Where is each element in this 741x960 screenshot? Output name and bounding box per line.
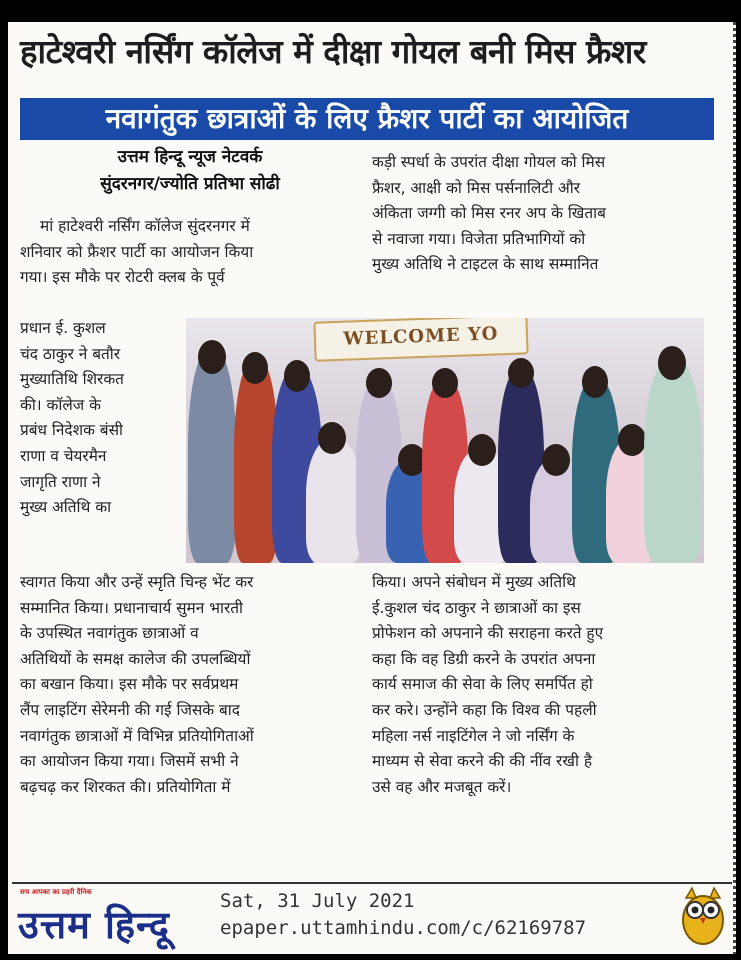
welcome-banner: WELCOME YO: [313, 318, 528, 362]
text-line: कहा कि वह डिग्री करने के उपरांत अपना: [372, 649, 596, 668]
text-line: मां हाटेश्वरी नर्सिंग कॉलेज सुंदरनगर में: [40, 217, 250, 235]
text-line: के उपस्थित नवागंतुक छात्राओं व: [20, 624, 199, 643]
text-line: ई.कुशल चंद ठाकुर ने छात्राओं का इस: [372, 598, 581, 617]
person-head: [658, 346, 686, 380]
cut-edge: [733, 22, 736, 954]
byline-author: सुंदरनगर/ज्योति प्रतिभा सोढी: [100, 174, 280, 194]
person-figure: [306, 438, 362, 563]
edition-date: Sat, 31 July 2021: [220, 890, 415, 912]
text-line: प्रबंध निदेशक बंसी: [20, 421, 123, 440]
person-head: [284, 360, 310, 392]
text-line: अंकिता जग्गी को मिस रनर अप के खिताब: [372, 204, 606, 223]
subheadline: नवागंतुक छात्राओं के लिए फ्रैशर पार्टी का आयोजित: [20, 98, 714, 140]
text-line: किया। अपने संबोधन में मुख्य अतिथि: [372, 573, 576, 591]
left-narrow: [20, 316, 174, 521]
text-line: बढ़चढ़ कर शिरकत की। प्रतियोगिता में: [20, 777, 231, 796]
text-line: मुख्य अतिथि ने टाइटल के साथ सम्मानित: [372, 255, 599, 274]
left-intro: [20, 214, 358, 291]
text-line: प्रधान ई. कुशल: [20, 319, 106, 337]
person-head: [542, 444, 570, 476]
text-line: महिला नर्स नाइटिंगेल ने जो नर्सिंग के: [372, 726, 575, 745]
text-line: माध्यम से सेवा करने की की नींव रखी है: [372, 752, 592, 771]
top-bar: [0, 0, 741, 22]
epaper-link[interactable]: epaper.uttamhindu.com/c/62169787: [220, 917, 587, 939]
text-line: स्वागत किया और उन्हें स्मृति चिन्ह भेंट कर: [20, 573, 254, 591]
person-head: [366, 368, 392, 398]
person-figure: [644, 358, 702, 563]
text-line: की। कॉलेज के: [20, 395, 101, 414]
text-line: लैंप लाइटिंग सेरेमनी की गई जिसके बाद: [20, 700, 240, 719]
text-line: फ्रैशर, आक्षी को मिस पर्सनालिटी और: [372, 178, 581, 197]
person-head: [582, 366, 608, 398]
text-line: कड़ी स्पर्धा के उपरांत दीक्षा गोयल को मिस: [372, 153, 606, 171]
text-line: गया। इस मौके पर रोटरी क्लब के पूर्व: [20, 268, 225, 287]
text-line: प्रोफेशन को अपनाने की सराहना करते हुए: [372, 624, 604, 643]
person-figure: [188, 348, 236, 563]
text-line: राणा व चेयरमैन: [20, 446, 107, 465]
byline: [20, 144, 360, 198]
byline-agency: उत्तम हिन्दू न्यूज नेटवर्क: [117, 147, 263, 167]
text-line: का आयोजन किया गया। जिसमें सभी ने: [20, 752, 239, 771]
logo-text: उत्तम हिन्दू: [18, 902, 170, 947]
text-line: उसे वह और मजबूत करें।: [372, 777, 512, 796]
text-line: कार्य समाज की सेवा के लिए समर्पित हो: [372, 675, 593, 694]
text-line: नवागंतुक छात्राओं में विभिन्न प्रतियोगिताओं: [20, 726, 254, 745]
headline: हाटेश्वरी नर्सिंग कॉलेज में दीक्षा गोयल बनी मिस फ्रैशर: [20, 32, 646, 71]
text-line: शनिवार को फ्रैशर पार्टी का आयोजन किया: [20, 242, 254, 261]
newspaper-logo: [18, 888, 218, 948]
text-line: का बखान किया। इस मौके पर सर्वप्रथम: [20, 675, 239, 694]
person-head: [508, 358, 534, 388]
footer-divider: [12, 882, 732, 884]
text-line: जागृति राणा ने: [20, 472, 101, 491]
right-bottom: [372, 570, 712, 800]
text-line: मुख्य अतिथि का: [20, 498, 112, 517]
person-head: [198, 340, 226, 374]
logo-tagline: सच आपका का प्रहरी दैनिक: [20, 888, 92, 896]
text-line: से नवाजा गया। विजेता प्रतिभागियों को: [372, 229, 586, 248]
owl-icon: [680, 884, 726, 946]
text-line: सम्मानित किया। प्रधानाचार्य सुमन भारती: [20, 598, 244, 617]
left-bottom: [20, 570, 358, 800]
right-top: [372, 150, 712, 278]
person-head: [432, 368, 458, 398]
text-line: अतिथियों के समक्ष कालेज की उपलब्धियों: [20, 649, 251, 668]
person-head: [242, 352, 268, 384]
text-line: कर करे। उन्होंने कहा कि विश्व की पहली: [372, 700, 597, 719]
event-photo: [186, 318, 704, 563]
person-head: [468, 434, 496, 466]
person-head: [618, 424, 646, 456]
person-head: [318, 422, 346, 454]
text-line: मुख्यातिथि शिरकत: [20, 370, 124, 389]
text-line: चंद ठाकुर ने बतौर: [20, 344, 121, 363]
